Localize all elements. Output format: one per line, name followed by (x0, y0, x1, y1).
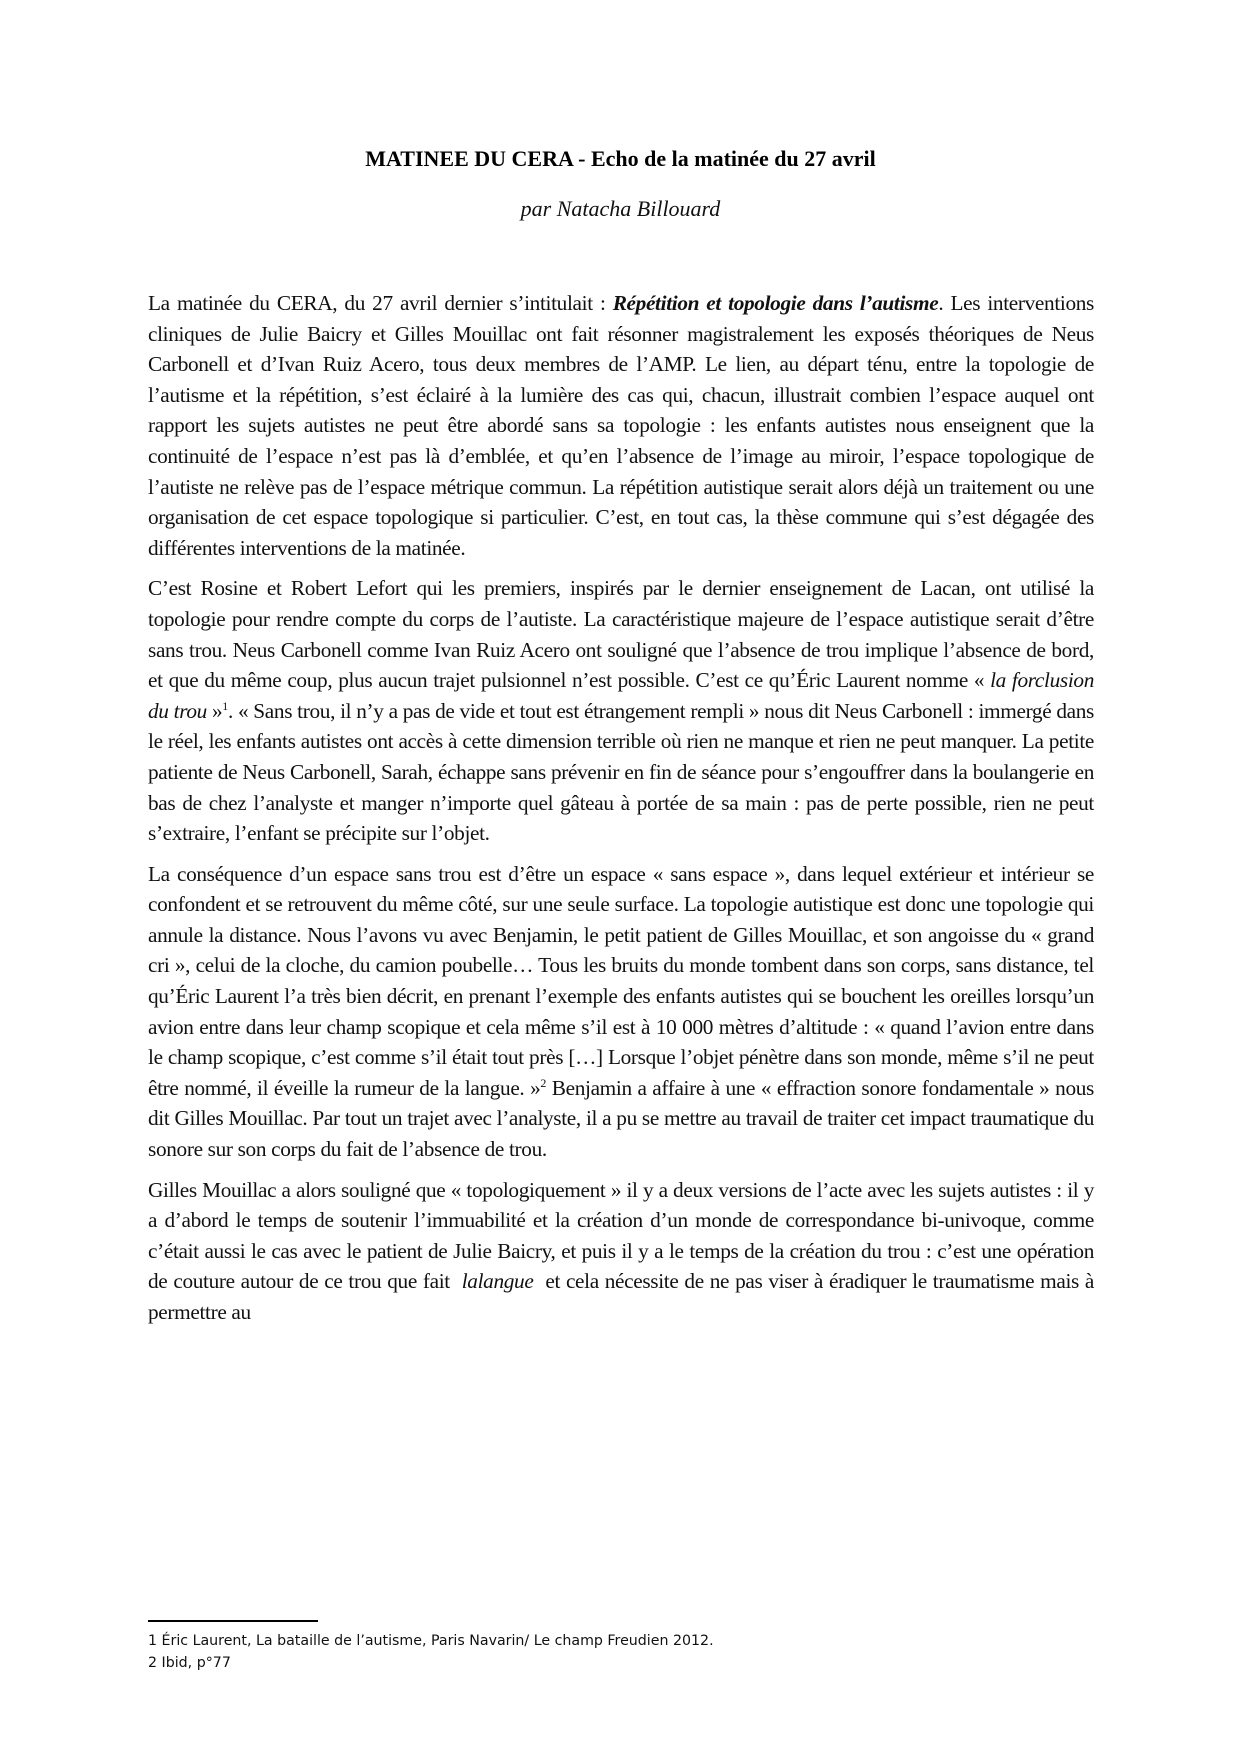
footnote-separator (148, 1620, 318, 1622)
footnote-ref-2[interactable]: 2 (540, 1075, 547, 1090)
footnotes (148, 1630, 1048, 1674)
quote-emphasis: la forclusion du trou (148, 668, 1094, 723)
footnote-1: 1 Éric Laurent, La bataille de l’autisme, Paris Navarin/ Le champ Freudien 2012. (148, 1633, 714, 1649)
lalangue-emphasis: lalangue (461, 1269, 534, 1294)
paragraph-3: La conséquence d’un espace sans trou est d’être un espace « sans espace », dans lequel extérieur et intérieur se confondent et se retrouvent du même côté, sur une seule surface. La topologie autistique est donc une topologie qui annule la distance. Nous l’avons vu avec Benjamin, le petit patient de Gilles Mouillac, et son angoisse du « grand cri », celui de la cloche, du camion poubelle… Tous les bruits du monde tombent dans son corps, sans distance, tel qu’Éric Laurent l’a très bien décrit, en prenant l’exemple des enfants autistes qui se bouchent les oreilles lorsqu’un avion entre dans leur champ scopique et cela même s’il est à 10 000 mètres d’altitude : « quand l’avion entre dans le champ scopique, c’est comme s’il était tout près […] Lorsque l’objet pénètre dans son monde, même s’il ne peut être nommé, il éveille la rumeur de la langue. »$^2$ Benjamin a affaire à une « effraction sonore fondamentale » nous dit Gilles Mouillac. Par tout un trajet avec l’analyste, il a pu se mettre au travail de traiter cet impact traumatique du sonore sur son corps du fait de l’absence de trou. (148, 861, 1094, 1162)
footnote-ref-1[interactable]: 1 (222, 698, 228, 713)
event-title-emphasis: Répétition et topologie dans l’autisme (612, 291, 939, 315)
footnote-2: 2 Ibid, p°77 (148, 1655, 231, 1671)
paragraph-4: Gilles Mouillac a alors souligné que « topologiquement » il y a deux versions de l’acte avec les sujets autistes : il y a d’abord le temps de soutenir l’immuabilité et la création d’un monde de correspondance bi-univoque, comme c’était aussi le cas avec le patient de Julie Baicry, et puis il y a le temps de la création du trou : c’est une opération de couture autour de ce trou que fait lalangue et cela nécessite de ne pas viser à éradiquer le traumatisme mais à permettre au (148, 1177, 1094, 1324)
author-byline: par Natacha Billouard (520, 196, 721, 221)
article-body (148, 288, 1094, 1338)
paragraph-1: La matinée du CERA, du 27 avril dernier s’intitulait : Répétition et topologie dans l’autisme. Les interventions cliniques de Julie Baicry et Gilles Mouillac ont fait résonner magistralement les exposés théoriques de Neus Carbonell et d’Ivan Ruiz Acero, tous deux membres de l’AMP. Le lien, au départ ténu, entre la topologie de l’autisme et la répétition, s’est éclairé à la lumière des cas qui, chacun, illustrait combien l’espace auquel ont rapport les sujets autistes ne peut être abordé sans sa topologie : les enfants autistes nous enseignent que la continuité de l’espace n’est pas là d’emblée, et qu’en l’absence de l’image au miroir, l’espace topologique de l’autiste ne relève pas de l’espace métrique commun. La répétition autistique serait alors déjà un traitement ou une organisation de cet espace topologique si particulier. C’est, en tout cas, la thèse commune qui s’est dégagée des différentes interventions de la matinée. (148, 291, 1094, 560)
paragraph-2: C’est Rosine et Robert Lefort qui les premiers, inspirés par le dernier enseignement de Lacan, ont utilisé la topologie pour rendre compte du corps de l’autiste. La caractéristique majeure de l’espace autistique serait d’être sans trou. Neus Carbonell comme Ivan Ruiz Acero ont souligné que l’absence de trou implique l’absence de bord, et que du même coup, plus aucun trajet pulsionnel n’est possible. C’est ce qu’Éric Laurent nomme « la forclusion du trou »$^1$. « Sans trou, il n’y a pas de vide et tout est étrangement rempli » nous dit Neus Carbonell : immergé dans le réel, les enfants autistes ont accès à cette dimension terrible où rien ne manque et rien ne peut manquer. La petite patiente de Neus Carbonell, Sarah, échappe sans prévenir en fin de séance pour s’engouffrer dans la boulangerie en bas de chez l’analyste et manger n’importe quel gâteau à portée de sa main : pas de perte possible, rien ne peut s’extraire, l’enfant se précipite sur l’objet. (148, 576, 1094, 846)
page-title: MATINEE DU CERA - Echo de la matinée du 27 avril (365, 146, 876, 171)
